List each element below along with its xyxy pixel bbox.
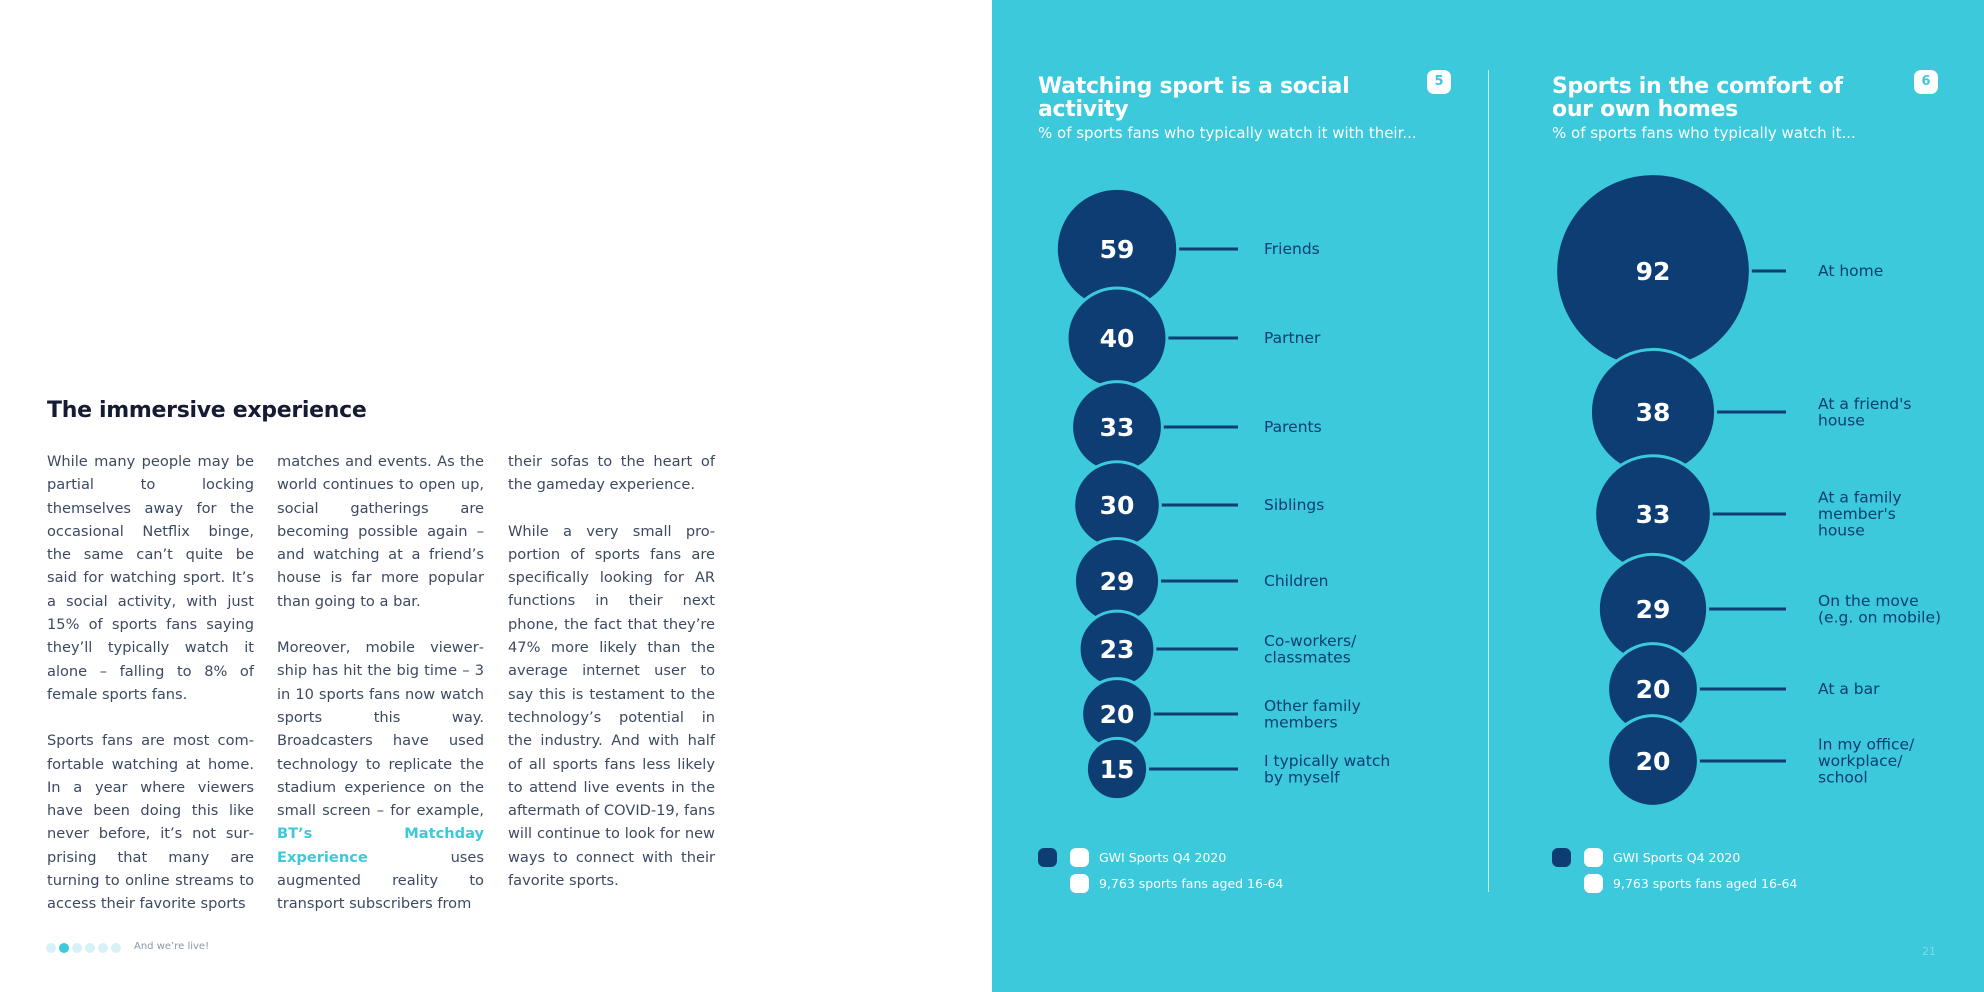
- bubble-value: 92: [1635, 257, 1671, 286]
- bubble-value: 59: [1099, 235, 1135, 264]
- chart-5-title: Watching sport is a social activity: [1038, 74, 1350, 122]
- chart-6-source: GWI Sports Q4 2020: [1613, 850, 1741, 865]
- bubble-label: Other family members: [1264, 696, 1361, 732]
- paragraph: While many people may be partial to locking themselves away for the occasional Netflix binge, the same can’t quite be said for watching sport. It’s a social activity, with just 15% of sports fans saying they’ll typically watch it alone – falling to 8% of female sports fans.: [47, 453, 254, 703]
- bubble-label: At a friend's house: [1818, 394, 1912, 430]
- chart-5-base: 9,763 sports fans aged 16-64: [1099, 876, 1284, 891]
- matchday-experience-link[interactable]: BT’s Matchday Experience: [277, 825, 484, 866]
- bubble-value: 40: [1099, 324, 1135, 353]
- section-footer: And we’re live!: [134, 941, 210, 952]
- bubble-label: Partner: [1264, 329, 1321, 347]
- bubble-value: 23: [1099, 635, 1135, 664]
- bubble-value: 20: [1635, 747, 1671, 776]
- bubble-label: I typically watch by myself: [1264, 751, 1391, 787]
- bubble-value: 33: [1635, 500, 1671, 529]
- bubble-value: 15: [1099, 755, 1135, 784]
- bubble-value: 30: [1099, 491, 1135, 520]
- bubble-value: 20: [1635, 675, 1671, 704]
- paragraph: their sofas to the heart of the gameday experience.: [508, 453, 715, 494]
- bubble-label: Children: [1264, 572, 1329, 590]
- bubble-label: At home: [1818, 262, 1884, 280]
- bubble-label: At a bar: [1818, 680, 1880, 698]
- bubble-value: 33: [1099, 413, 1135, 442]
- chart-6-base: 9,763 sports fans aged 16-64: [1613, 876, 1798, 891]
- page-number: 21: [1922, 945, 1936, 958]
- paragraph-text: uses augmented reality to transport subscribers from: [277, 848, 484, 913]
- bubble-label: Parents: [1264, 418, 1322, 436]
- bubble-label: In my office/ workplace/ school: [1818, 735, 1915, 787]
- bubble-value: 29: [1099, 567, 1135, 596]
- bubble-value: 20: [1099, 700, 1135, 729]
- bubble-label: Co-workers/ classmates: [1264, 631, 1357, 667]
- chart-6-subtitle: % of sports fans who typically watch it...: [1552, 124, 1856, 142]
- chart-5-subtitle: % of sports fans who typically watch it with their...: [1038, 124, 1417, 142]
- bubble-label: Friends: [1264, 240, 1320, 258]
- paragraph-text: Moreover, mobile viewership has hit the big time – 3 in 10 sports fans now watch sports this way. Broadcasters have used technology to replicate the stadium experience on the small screen – for example,: [277, 639, 484, 820]
- bubble-label: On the move (e.g. on mobile): [1818, 591, 1942, 627]
- paragraph: Sports fans are most comfortable watching at home. In a year where viewers have been doing this like never before, it’s not surprising that many are turning to online streams to access their favorite sports: [47, 732, 254, 913]
- bubble-label: Siblings: [1264, 496, 1325, 514]
- paragraph: matches and events. As the world continues to open up, social gatherings are becoming possible again – and watching at a friend’s house is far more popular than going to a bar.: [277, 453, 484, 610]
- chart-5-source: GWI Sports Q4 2020: [1099, 850, 1227, 865]
- chart-5-badge: 5: [1427, 70, 1451, 94]
- chart-6-title: Sports in the comfort of our own homes: [1552, 74, 1843, 122]
- paragraph: While a very small proportion of sports fans are specifically looking for AR functions in their next phone, the fact that they’re 47% more likely than the average internet user to say this is testament to the technology’s potential in the industry. And with half of all sports fans less likely to attend live events in the aftermath of COVID-19, fans will continue to look for new ways to connect with their favorite sports.: [508, 522, 715, 890]
- chart-6-badge: 6: [1914, 70, 1938, 94]
- bubble-label: At a family member's house: [1818, 488, 1902, 540]
- bubble-value: 29: [1635, 595, 1671, 624]
- article-title: The immersive experience: [47, 398, 367, 423]
- bubble-value: 38: [1635, 398, 1671, 427]
